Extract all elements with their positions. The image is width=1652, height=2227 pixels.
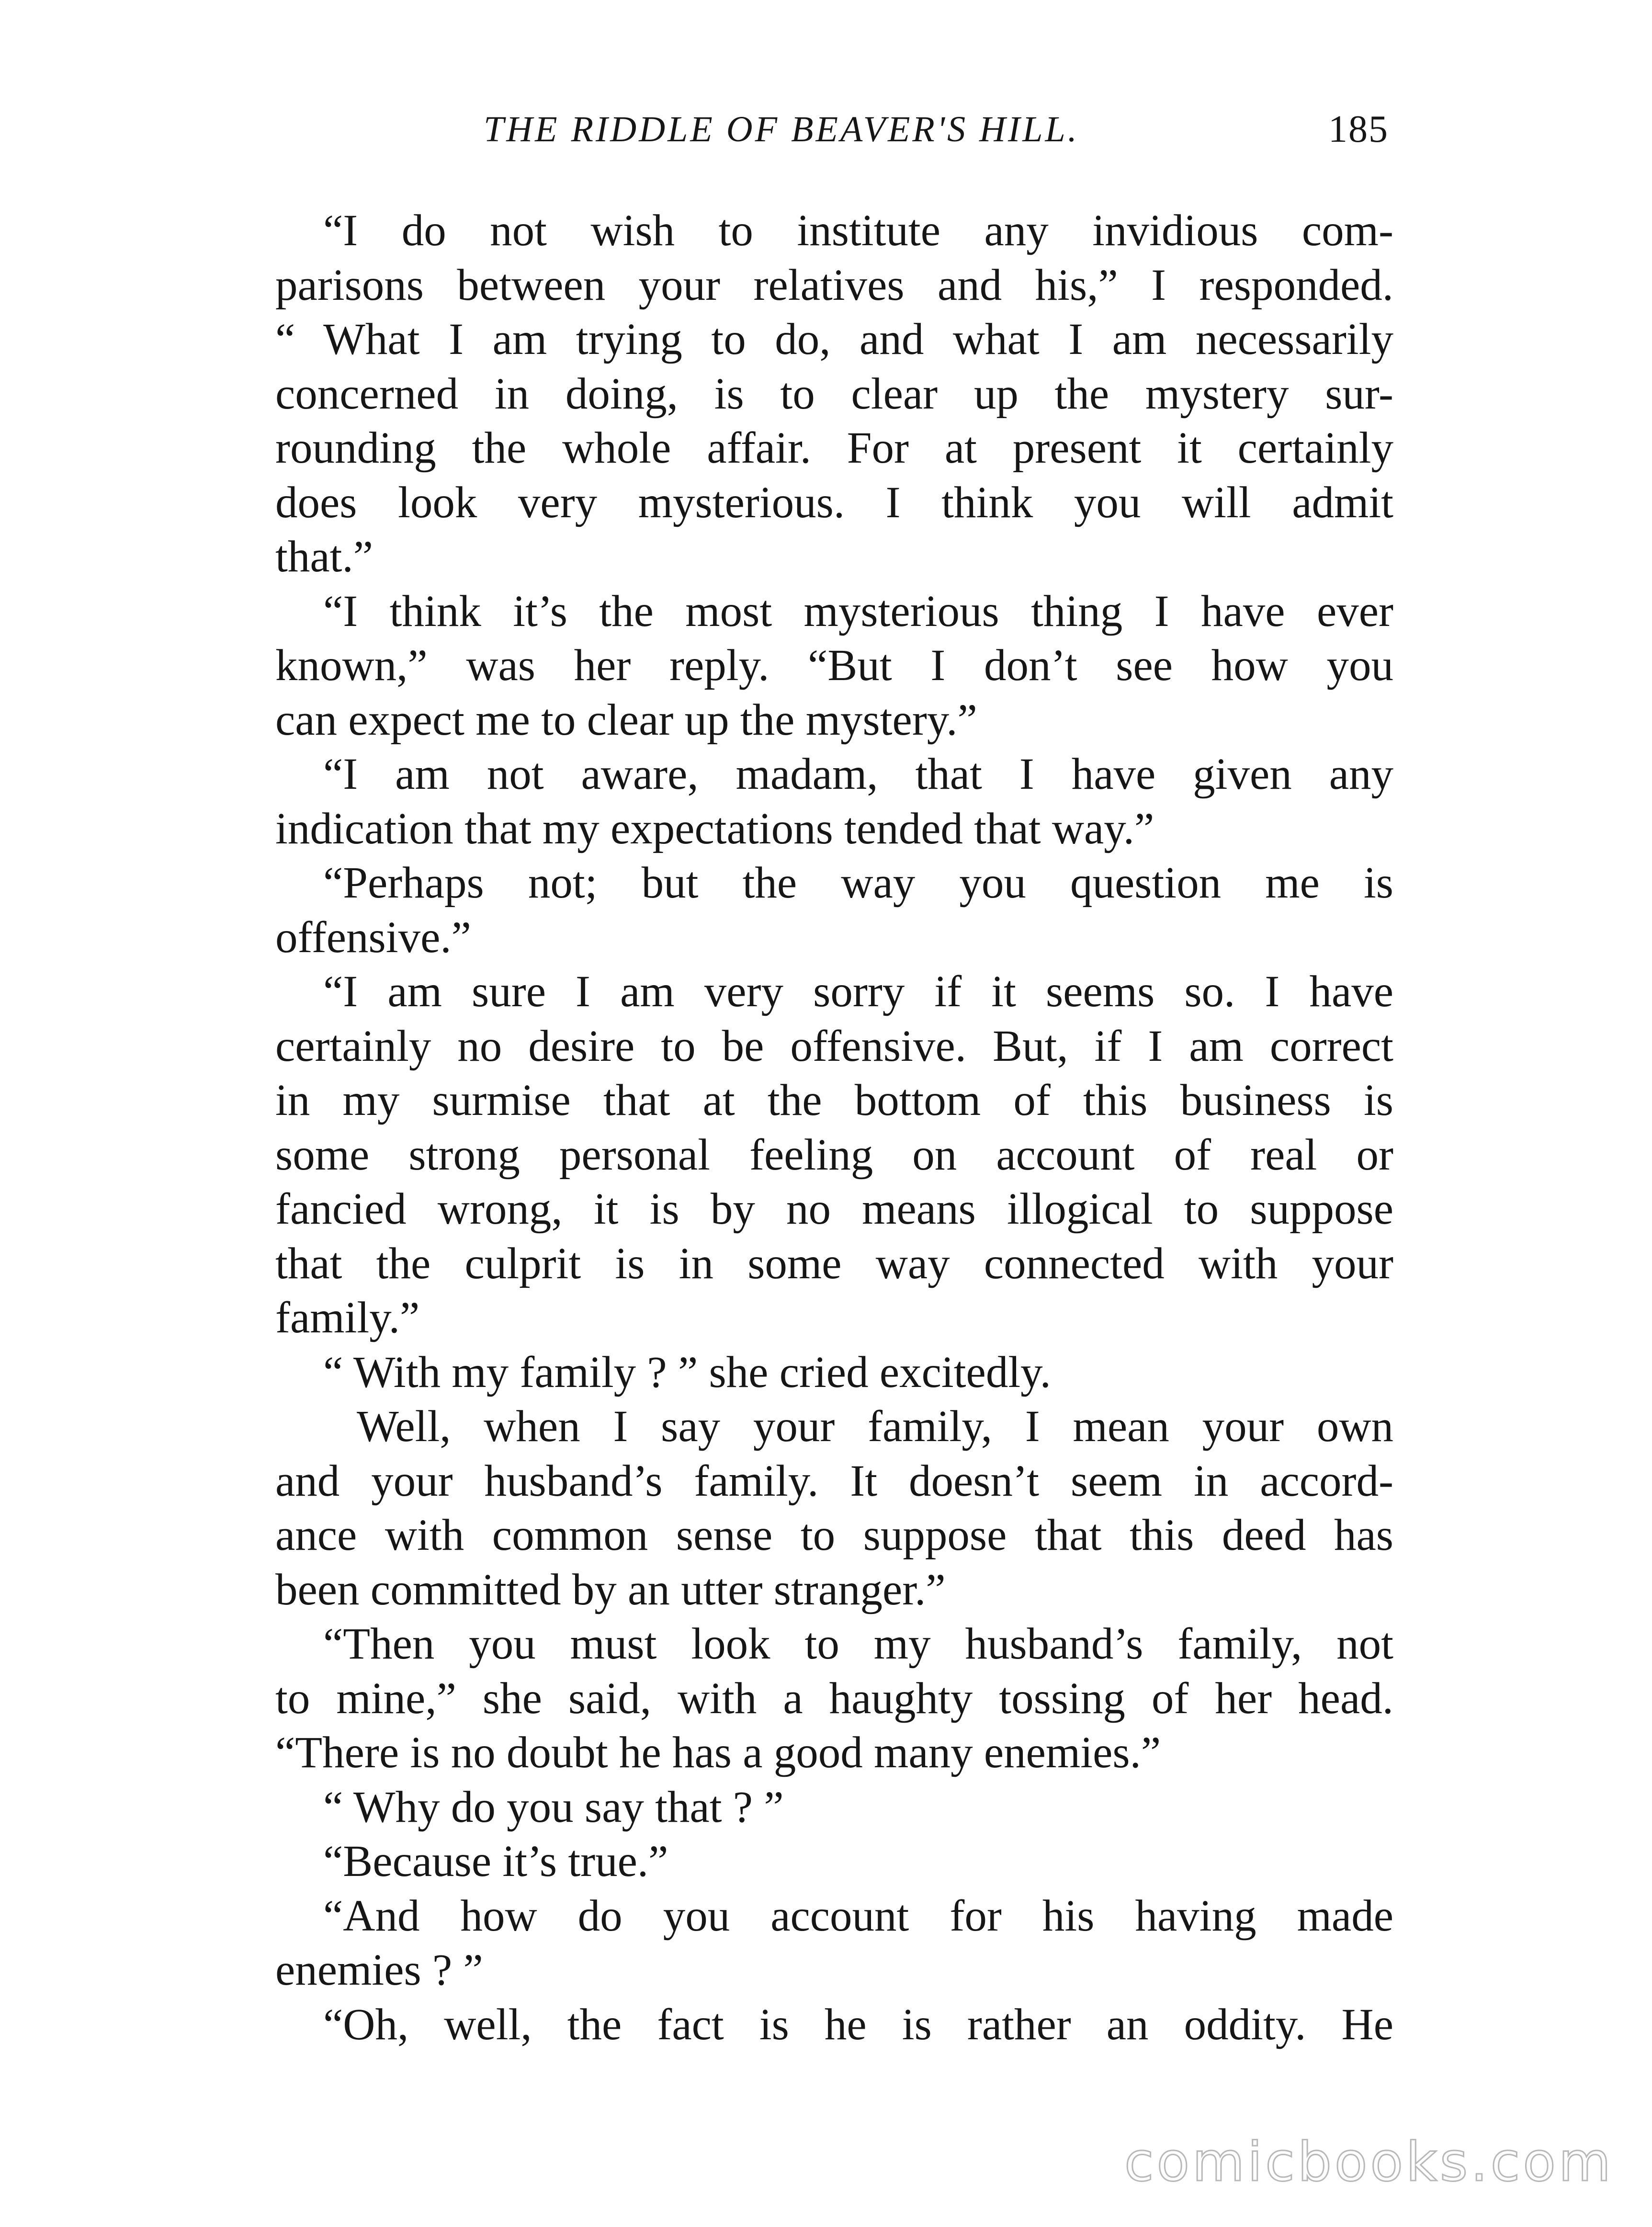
text-line: in my surmise that at the bottom of this business is [275,1076,1393,1125]
text-line: “Perhaps not; but the way you question me is [323,858,1393,908]
text-line: fancied wrong, it is by no means illogical to suppose [275,1184,1393,1234]
text-line: “And how do you account for his having made [323,1891,1393,1941]
text-line: ance with common sense to suppose that this deed has [275,1511,1393,1560]
running-head [273,103,1389,160]
text-line: “Oh, well, the fact is he is rather an oddity. He [323,2000,1393,2049]
text-line: certainly no desire to be offensive. But, if I am correct [275,1021,1393,1071]
text-line: does look very mysterious. I think you will admit [275,477,1393,527]
text-line: known,” was her reply. “But I don’t see how you [275,641,1393,690]
text-line: enemies ? ” [275,1945,483,1995]
text-line: rounding the whole affair. For at present it certainly [275,423,1393,473]
text-line: “I think it’s the most mysterious thing I have ever [323,586,1393,636]
text-line: “I do not wish to institute any invidious com- [323,206,1393,255]
text-line: can expect me to clear up the mystery.” [275,695,977,745]
text-line: “Then you must look to my husband’s family, not [323,1619,1393,1669]
text-line: that.” [275,532,373,581]
text-line: been committed by an utter stranger.” [275,1565,946,1614]
text-line: Well, when I say your family, I mean your own [357,1402,1393,1451]
text-line: that the culprit is in some way connected with your [275,1238,1393,1288]
text-line: “ Why do you say that ? ” [323,1782,784,1832]
text-line: some strong personal feeling on account of real or [275,1130,1393,1180]
body-text [275,204,1393,2052]
text-line: indication that my expectations tended that way.” [275,804,1154,853]
text-line: “ What I am trying to do, and what I am necessarily [275,315,1393,364]
text-line: offensive.” [275,912,471,962]
text-line: “I am not aware, madam, that I have given any [323,750,1393,799]
text-line: parisons between your relatives and his,” I responded. [275,260,1393,310]
text-line: family.” [275,1293,420,1342]
text-line: and your husband’s family. It doesn’t seem in accord- [275,1456,1393,1506]
text-line: “Because it’s true.” [323,1837,668,1886]
text-line: concerned in doing, is to clear up the mystery sur- [275,369,1393,419]
watermark-logo: comicbooks.com [1124,2131,1614,2193]
text-line: “I am sure I am very sorry if it seems so. I have [323,967,1393,1016]
running-title: THE RIDDLE OF BEAVER'S HILL. [484,109,1079,149]
text-line: “There is no doubt he has a good many enemies.” [275,1728,1161,1777]
page-number: 185 [1328,108,1389,150]
text-line: “ With my family ? ” she cried excitedly. [323,1347,1051,1397]
text-line: to mine,” she said, with a haughty tossing of her head. [275,1673,1393,1723]
